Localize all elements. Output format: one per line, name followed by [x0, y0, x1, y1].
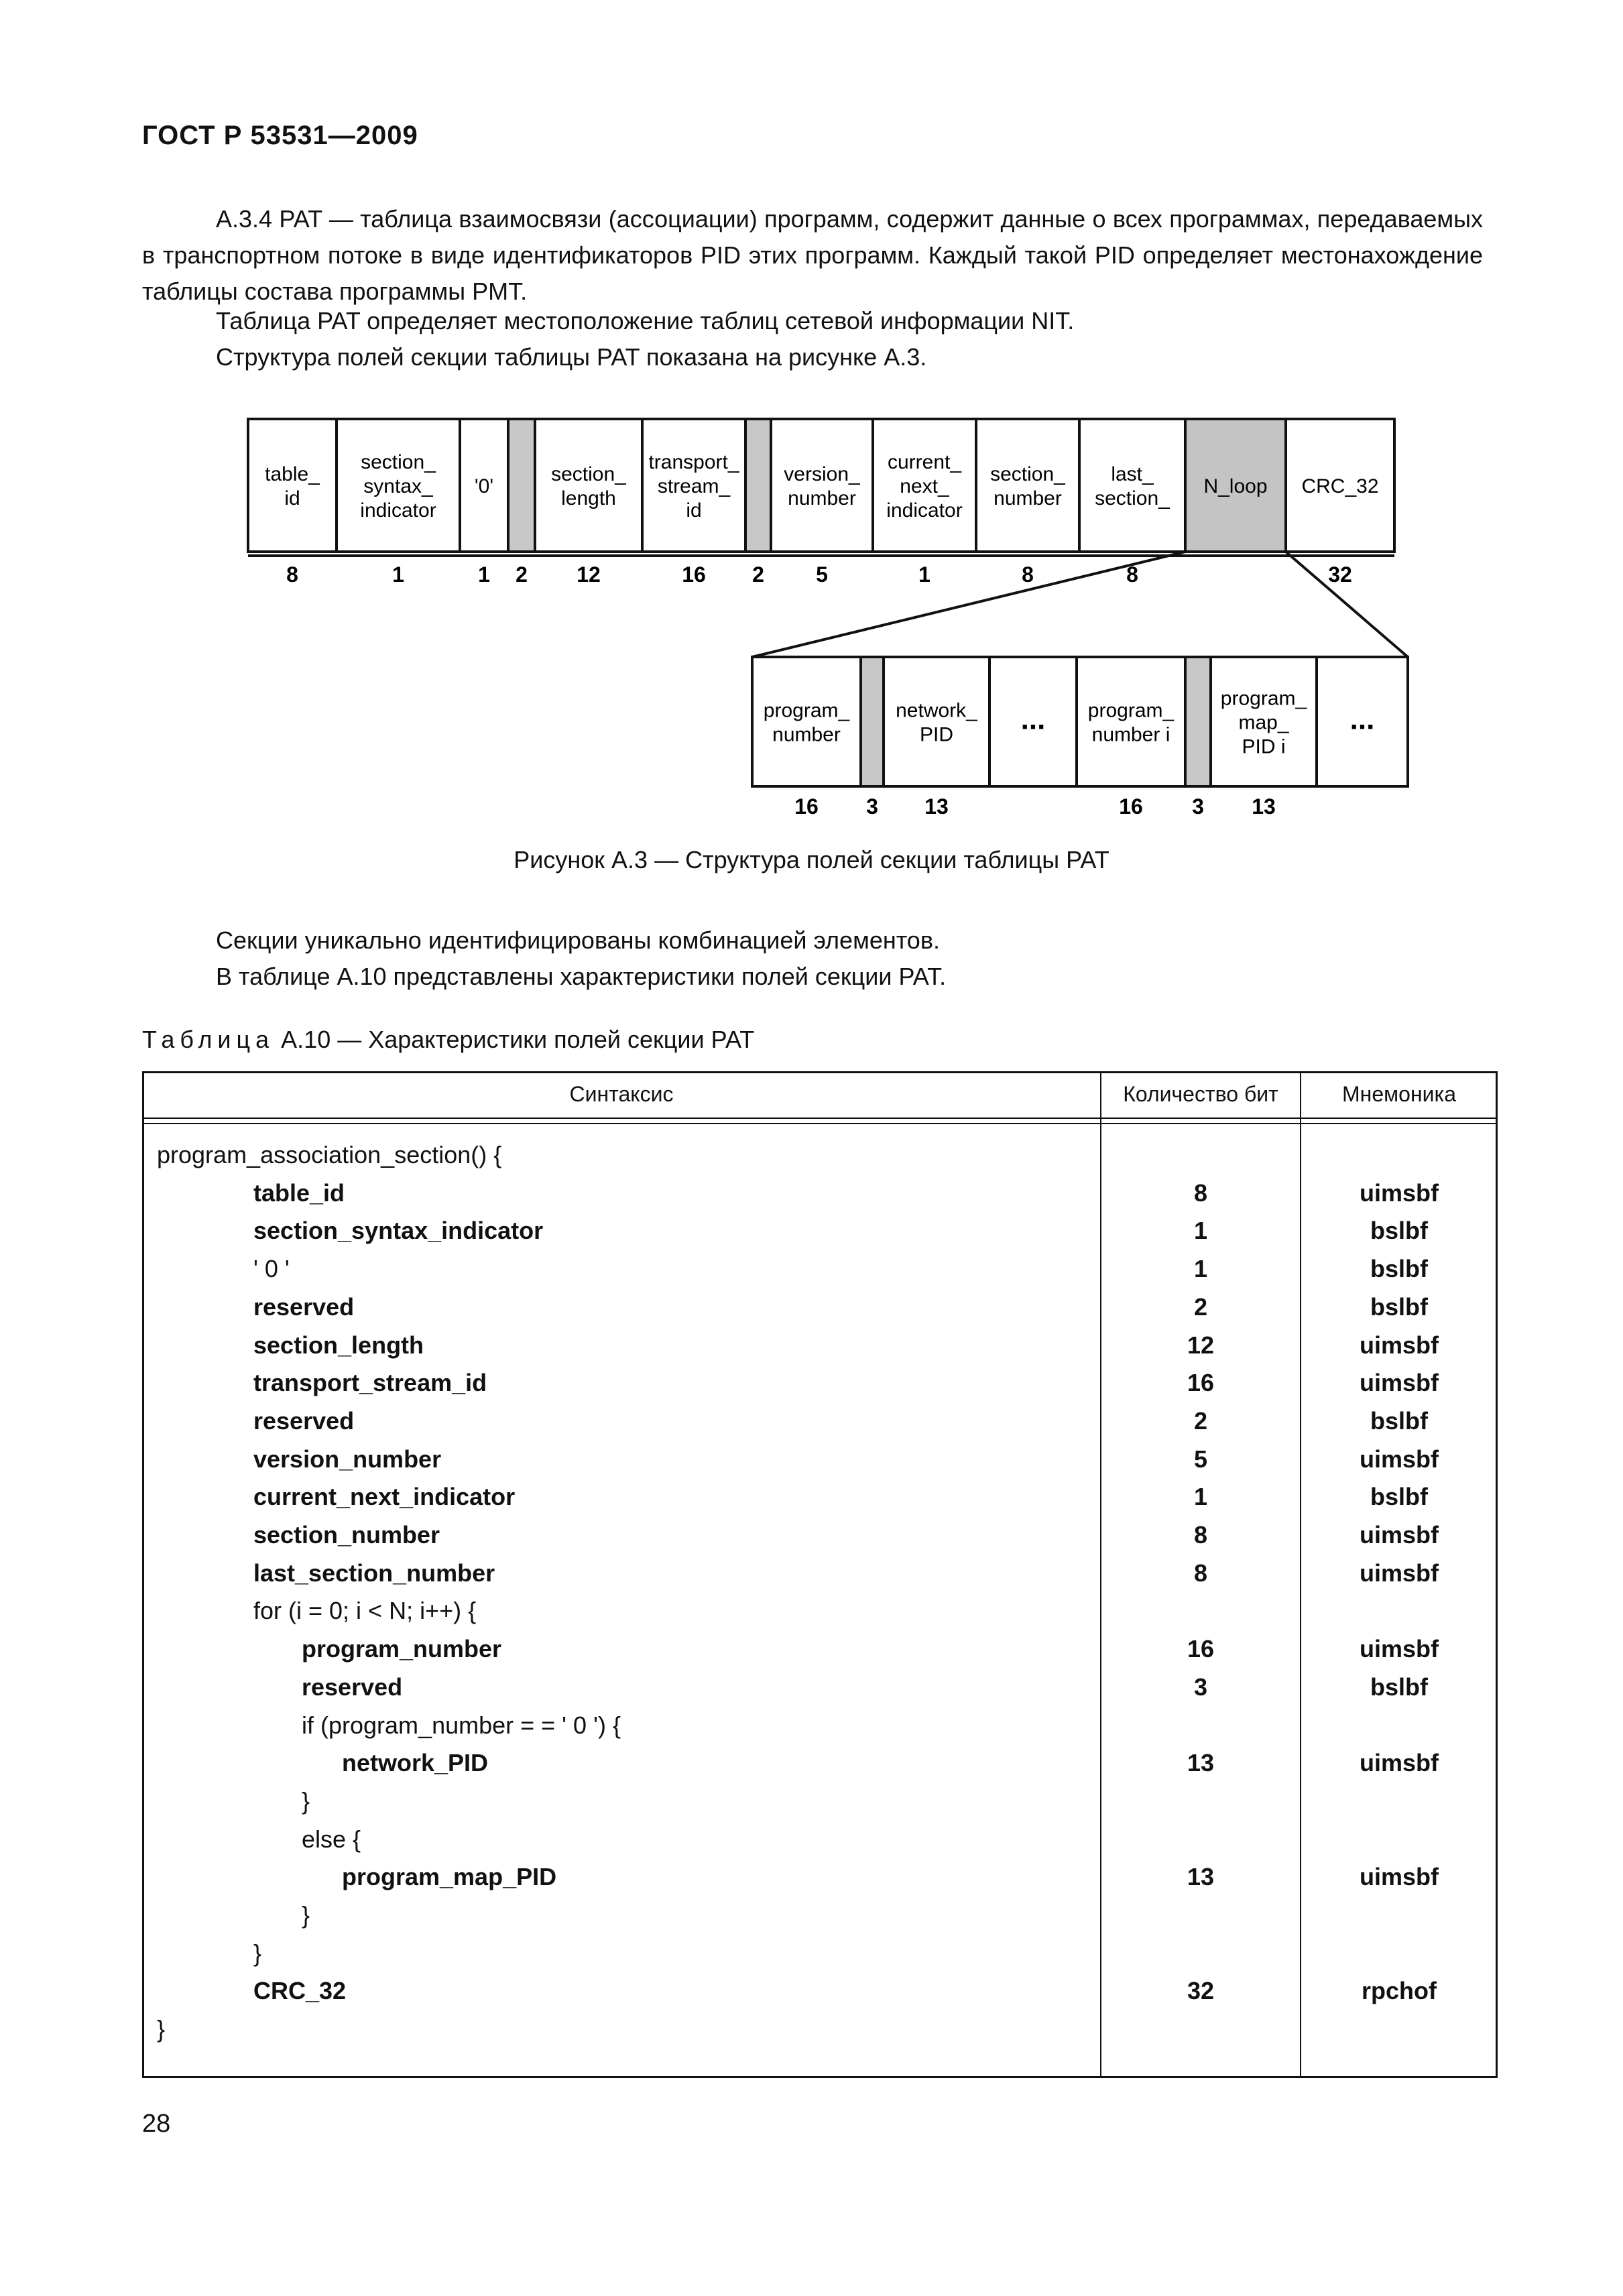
mnemonic-cell: bslbf: [1370, 1292, 1428, 1321]
bits-cell: 8: [1193, 1521, 1208, 1549]
top-field-label: number: [788, 487, 856, 509]
syntax-cell: }: [302, 1901, 310, 1929]
syntax-cell: version_number: [253, 1445, 442, 1473]
mnemonic-cell: uimsbf: [1359, 1445, 1439, 1473]
bits-cell: 32: [1187, 1977, 1215, 2005]
top-field-box: [248, 419, 337, 552]
loop-field-box: [884, 657, 989, 786]
bits-cell: 13: [1187, 1749, 1215, 1777]
top-field-label: version_: [784, 463, 860, 485]
bits-cell: 5: [1193, 1445, 1208, 1473]
top-field-bits: 1: [392, 562, 404, 587]
top-field-bits: 8: [1126, 562, 1138, 587]
top-field-label: id: [284, 487, 300, 509]
syntax-cell: section_length: [253, 1331, 424, 1359]
bits-cell: 2: [1193, 1292, 1208, 1321]
mnemonic-cell: uimsbf: [1359, 1635, 1439, 1663]
top-field-label: section_: [361, 451, 436, 473]
loop-field-label: program_: [763, 699, 850, 722]
top-field-box: [1079, 419, 1185, 552]
top-field-label: last_: [1111, 463, 1154, 485]
syntax-cell: program_association_section() {: [157, 1141, 502, 1168]
after-paragraph-1: Секции уникально идентифицированы комбинацией элементов.: [216, 926, 940, 954]
syntax-cell: if (program_number = = ' 0 ') {: [302, 1711, 621, 1739]
mnemonic-cell: uimsbf: [1359, 1559, 1439, 1587]
loop-field-label: number: [772, 723, 841, 746]
top-field-box: [976, 419, 1079, 552]
loop-field-label: PID: [919, 723, 954, 746]
syntax-cell: section_syntax_indicator: [253, 1217, 544, 1245]
bits-cell: 3: [1193, 1673, 1208, 1701]
top-field-bits: 1: [918, 562, 930, 587]
page-number: 28: [142, 2110, 171, 2138]
syntax-cell: CRC_32: [253, 1977, 347, 2005]
syntax-cell: }: [253, 1939, 262, 1967]
loop-field-label: PID i: [1242, 735, 1286, 758]
bits-cell: 1: [1193, 1483, 1208, 1511]
syntax-cell: reserved: [302, 1673, 403, 1701]
syntax-cell: reserved: [253, 1406, 355, 1435]
mnemonic-cell: uimsbf: [1359, 1749, 1439, 1777]
loop-field-bits: 13: [1252, 794, 1276, 819]
table-caption-title: А.10 — Характеристики полей секции PAT: [274, 1026, 755, 1053]
syntax-cell: reserved: [253, 1292, 355, 1321]
syntax-cell: for (i = 0; i < N; i++) {: [253, 1597, 477, 1625]
top-field-bits: 8: [1022, 562, 1034, 587]
loop-field-box: [1077, 657, 1185, 786]
top-field-box: [535, 419, 642, 552]
intro-paragraph-3: Структура полей секции таблицы PAT показана на рисунке А.3.: [216, 343, 927, 371]
mnemonic-cell: uimsbf: [1359, 1863, 1439, 1891]
bits-cell: 16: [1187, 1369, 1215, 1397]
top-field-bits: 12: [577, 562, 601, 587]
top-field-label: number: [994, 487, 1062, 509]
syntax-cell: section_number: [253, 1521, 440, 1549]
bits-cell: 8: [1193, 1559, 1208, 1587]
top-field-label: indicator: [360, 499, 436, 522]
after-paragraph-2: В таблице А.10 представлены характеристики полей секции PAT.: [216, 963, 947, 990]
syntax-cell: ' 0 ': [253, 1255, 290, 1283]
top-field-bits: 2: [516, 562, 528, 587]
bits-cell: 13: [1187, 1863, 1215, 1891]
top-field-box: [745, 419, 771, 552]
top-field-label: table_: [265, 463, 320, 485]
loop-field-label: program_: [1087, 699, 1175, 722]
syntax-cell: }: [157, 2015, 166, 2043]
syntax-cell: network_PID: [342, 1749, 489, 1777]
top-field-label: N_loop: [1203, 475, 1268, 497]
loop-field-bits: 13: [924, 794, 949, 819]
top-field-label: '0': [474, 475, 494, 497]
loop-field-label: number i: [1091, 723, 1170, 746]
bits-cell: 2: [1193, 1406, 1208, 1435]
top-field-label: stream_: [657, 475, 731, 497]
top-field-box: [508, 419, 535, 552]
syntax-cell: program_number: [302, 1635, 502, 1663]
top-field-bits: 16: [682, 562, 706, 587]
top-field-bits: 5: [816, 562, 828, 587]
syntax-cell: transport_stream_id: [253, 1369, 487, 1397]
loop-field-bits: 16: [794, 794, 819, 819]
document-header: ГОСТ Р 53531—2009: [142, 121, 418, 150]
mnemonic-cell: uimsbf: [1359, 1179, 1439, 1207]
pat-structure-figure: [0, 402, 1623, 831]
syntax-cell: else {: [302, 1825, 361, 1853]
mnemonic-cell: bslbf: [1370, 1255, 1428, 1283]
header-bit-count: Количество бит: [1123, 1082, 1278, 1106]
bits-cell: 1: [1193, 1217, 1208, 1245]
intro-paragraph-1: А.3.4 PAT — таблица взаимосвязи (ассоциации) программ, содержит данные о всех программах, передаваемых в транспортном потоке в виде идентификаторов PID этих программ. Каждый такой PID определяет местонахождение таблицы состава программы PMT.: [142, 205, 1483, 305]
syntax-cell: last_section_number: [253, 1559, 495, 1587]
table-caption-prefix: Таблица: [142, 1026, 275, 1053]
mnemonic-cell: bslbf: [1370, 1673, 1428, 1701]
mnemonic-cell: uimsbf: [1359, 1331, 1439, 1359]
ellipsis-label: ...: [1020, 703, 1046, 736]
intro-paragraph-2: Таблица PAT определяет местоположение таблиц сетевой информации NIT.: [216, 307, 1075, 335]
mnemonic-cell: bslbf: [1370, 1406, 1428, 1435]
table-caption: [142, 1026, 754, 1054]
bits-cell: 1: [1193, 1255, 1208, 1283]
top-field-label: transport_: [648, 451, 739, 473]
syntax-cell: table_id: [253, 1179, 345, 1207]
top-field-label: id: [686, 499, 702, 522]
syntax-cell: current_next_indicator: [253, 1483, 516, 1511]
top-field-label: CRC_32: [1301, 475, 1379, 497]
mnemonic-cell: uimsbf: [1359, 1521, 1439, 1549]
top-field-label: section_: [551, 463, 626, 485]
loop-field-label: program_: [1220, 687, 1307, 710]
top-field-label: section_: [990, 463, 1065, 485]
top-field-bits: 32: [1328, 562, 1352, 587]
top-field-box: [771, 419, 873, 552]
top-field-label: current_: [887, 451, 962, 473]
bits-cell: 12: [1187, 1331, 1215, 1359]
top-field-label: next_: [900, 475, 949, 497]
top-field-label: indicator: [886, 499, 963, 522]
top-field-label: syntax_: [363, 475, 433, 497]
loop-field-label: map_: [1238, 711, 1289, 734]
bits-cell: 16: [1187, 1635, 1215, 1663]
top-field-label: section_: [1095, 487, 1170, 509]
top-field-label: length: [561, 487, 616, 509]
syntax-cell: }: [302, 1787, 310, 1815]
pat-syntax-table: [142, 1071, 1498, 2078]
figure-caption: Рисунок А.3 — Структура полей секции таблицы PAT: [514, 846, 1109, 873]
mnemonic-cell: bslbf: [1370, 1217, 1428, 1245]
top-field-bits: 8: [286, 562, 298, 587]
loop-field-box: [861, 657, 884, 786]
syntax-cell: program_map_PID: [342, 1863, 557, 1891]
ellipsis-label: ...: [1349, 703, 1375, 736]
loop-field-bits: 3: [866, 794, 878, 819]
loop-field-bits: 3: [1192, 794, 1204, 819]
header-syntax: Синтаксис: [569, 1082, 674, 1106]
top-field-bits: 2: [752, 562, 764, 587]
loop-field-box: [1185, 657, 1211, 786]
mnemonic-cell: bslbf: [1370, 1483, 1428, 1511]
header-mnemonic: Мнемоника: [1342, 1082, 1456, 1106]
loop-field-box: [752, 657, 861, 786]
loop-field-label: network_: [896, 699, 977, 722]
mnemonic-cell: rpchof: [1362, 1977, 1437, 2005]
mnemonic-cell: uimsbf: [1359, 1369, 1439, 1397]
bits-cell: 8: [1193, 1179, 1208, 1207]
loop-field-bits: 16: [1119, 794, 1143, 819]
top-field-bits: 1: [478, 562, 490, 587]
